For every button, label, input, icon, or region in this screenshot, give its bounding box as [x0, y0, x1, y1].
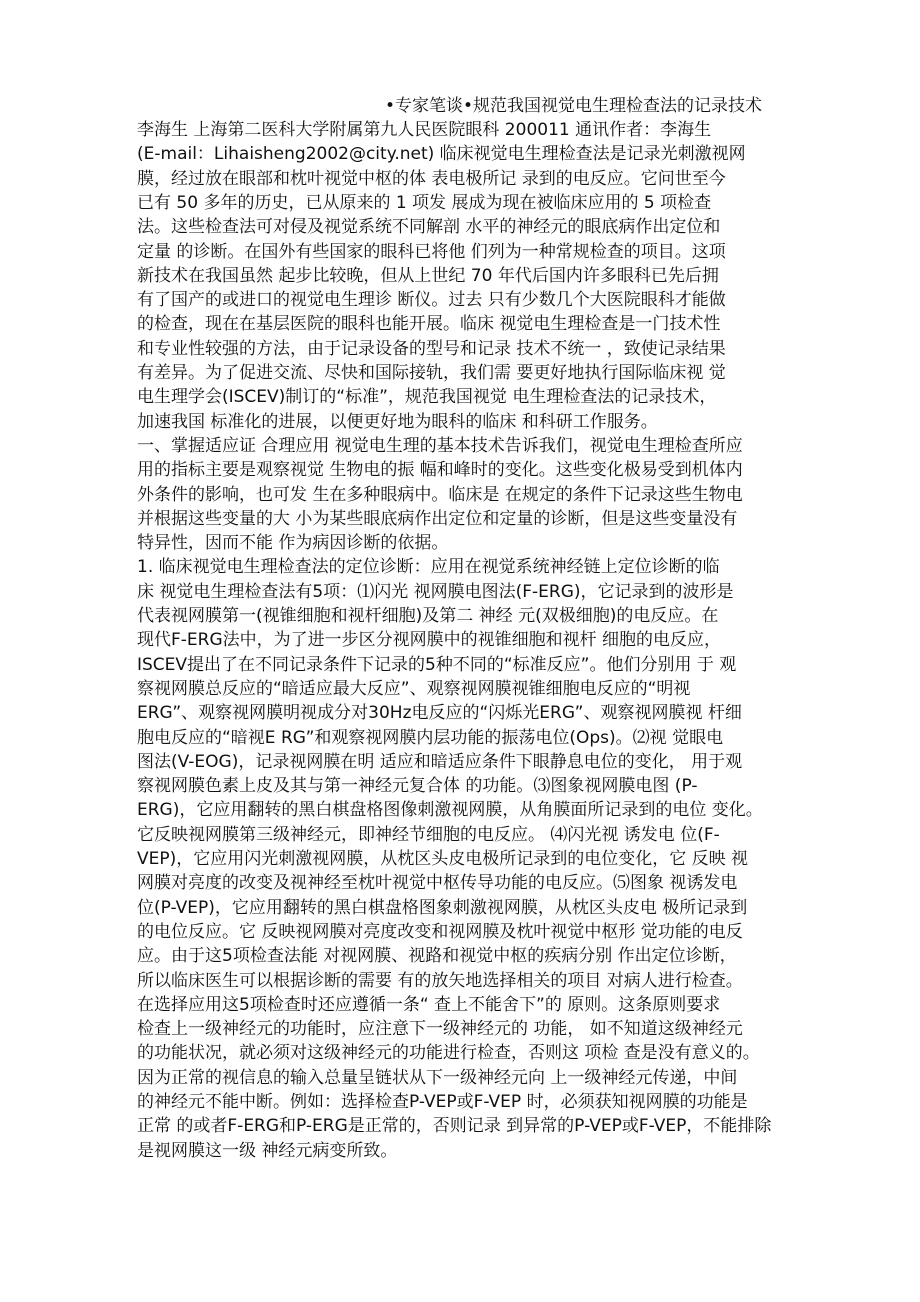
text-line: 有了国产的或进口的视觉电生理诊 断仪。过去 只有少数几个大医院眼科才能做 — [137, 290, 726, 311]
text-line: ERG”、观察视网膜明视成分对30Hz电反应的“闪烁光ERG”、观察视网膜视 杆细 — [137, 703, 742, 724]
text-line: 法。这些检查法可对侵及视觉系统不同解剖 水平的神经元的眼底病作出定位和 — [137, 217, 721, 238]
text-line: 代表视网膜第一(视锥细胞和视杆细胞)及第二 神经 元(双极细胞)的电反应。在 — [137, 606, 719, 626]
text-line: 床 视觉电生理检查法有5项：⑴闪光 视网膜电图法(F-ERG)，它记录到的波形是 — [137, 581, 734, 602]
text-line: 和专业性较强的方法，由于记录设备的型号和记录 技术不统一 ，致使记录结果 — [137, 338, 726, 359]
text-line: 的神经元不能中断。例如：选择检查P-VEP或F-VEP 时，必须获知视网膜的功能是 — [137, 1092, 748, 1112]
text-line: 1. 临床视觉电生理检查法的定位诊断：应用在视觉系统神经链上定位诊断的临 — [137, 557, 720, 578]
text-line: 的功能状况，就必须对这级神经元的功能进行检查，否则这 项检 查是没有意义的。 — [137, 1043, 760, 1064]
article-title: •专家笔谈•规范我国视觉电生理检查法的记录技术 — [385, 96, 763, 116]
text-line: 加速我国 标准化的进展，以便更好地为眼科的临床 和科研工作服务。 — [137, 411, 658, 432]
text-line: 膜，经过放在眼部和枕叶视觉中枢的体 表电极所记 录到的电反应。它问世至今 — [137, 168, 726, 189]
text-line: ERG)，它应用翻转的黑白棋盘格图像刺激视网膜，从角膜面所记录到的电位 变化。 — [137, 800, 763, 821]
text-line: 并根据这些变量的大 小为某些眼底病作出定位和定量的诊断，但是这些变量没有 — [137, 508, 738, 529]
text-line: 是视网膜这一级 神经元病变所致。 — [137, 1140, 398, 1161]
text-line: 一、掌握适应证 合理应用 视觉电生理的基本技术告诉我们，视觉电生理检查所应 — [137, 435, 743, 456]
text-line: 应。由于这5项检查法能 对视网膜、视路和视觉中枢的疾病分别 作出定位诊断， — [137, 946, 737, 967]
text-line: 所以临床医生可以根据诊断的需要 有的放矢地选择相关的项目 对病人进行检查。 — [137, 970, 743, 991]
text-line: 特异性，因而不能 作为病因诊断的依据。 — [137, 533, 449, 554]
text-line: 网膜对亮度的改变及视神经至枕叶视觉中枢传导功能的电反应。⑸图象 视诱发电 — [137, 873, 738, 894]
text-line: 已有 50 多年的历史，已从原来的 1 项发 展成为现在被临床应用的 5 项检查 — [137, 192, 712, 213]
text-line: ISCEV提出了在不同记录条件下记录的5种不同的“标准反应”。他们分别用 于 观 — [137, 654, 737, 675]
text-line: 图法(V-EOG)，记录视网膜在明 适应和暗适应条件下眼静息电位的变化， 用于观 — [137, 751, 743, 772]
text-line: 用的指标主要是观察视觉 生物电的振 幅和峰时的变化。这些变化极易受到机体内 — [137, 460, 743, 481]
text-line: 在选择应用这5项检查时还应遵循一条“ 查上不能舍下”的 原则。这条原则要求 — [137, 994, 721, 1015]
text-line: 新技术在我国虽然 起步比较晚，但从上世纪 70 年代后国内许多眼科已先后拥 — [137, 265, 719, 286]
text-line: 定量 的诊断。在国外有些国家的眼科已将他 们列为一种常规检查的项目。这项 — [137, 241, 726, 262]
text-line: 的电位反应。它 反映视网膜对亮度改变和视网膜及枕叶视觉中枢形 觉功能的电反 — [137, 921, 743, 942]
text-line: 位(P-VEP)，它应用翻转的黑白棋盘格图象刺激视网膜，从枕区头皮电 极所记录到 — [137, 897, 748, 918]
text-line: 胞电反应的“暗视E RG”和观察视网膜内层功能的振荡电位(Ops)。⑵视 觉眼电 — [137, 727, 724, 748]
text-line: 它反映视网膜第三级神经元，即神经节细胞的电反应。 ⑷闪光视 诱发电 位(F- — [137, 824, 720, 845]
text-line: (E-mail：Lihaisheng2002@city.net) 临床视觉电生理检查法是记录光刺激视网 — [137, 144, 746, 165]
text-line: 察视网膜总反应的“暗适应最大反应”、观察视网膜视锥细胞电反应的“明视 — [137, 678, 691, 699]
text-line: VEP)，它应用闪光刺激视网膜，从枕区头皮电极所记录到的电位变化，它 反映 视 — [137, 849, 749, 869]
text-line: 现代F-ERG法中，为了进一步区分视网膜中的视锥细胞和视杆 细胞的电反应， — [137, 630, 722, 651]
text-line: 李海生 上海第二医科大学附属第九人民医院眼科 200011 通讯作者：李海生 — [137, 120, 712, 140]
text-line: 外条件的影响，也可发 生在多种眼病中。临床是 在规定的条件下记录这些生物电 — [137, 484, 743, 505]
text-line: 电生理学会(ISCEV)制订的“标准”，规范我国视觉 电生理检查法的记录技术， — [137, 387, 717, 408]
text-line: 的检查，现在在基层医院的眼科也能开展。临床 视觉电生理检查是一门技术性 — [137, 314, 721, 335]
text-line: 因为正常的视信息的输入总量呈链状从下一级神经元向 上一级神经元传递，中间 — [137, 1067, 738, 1088]
text-line: 检查上一级神经元的功能时，应注意下一级神经元的 功能， 如不知道这级神经元 — [137, 1019, 743, 1040]
text-line: 正常 的或者F-ERG和P-ERG是正常的，否则记录 到异常的P-VEP或F-VEP，不能排除 — [137, 1116, 772, 1137]
text-line: 察视网膜色素上皮及其与第一神经元复合体 的功能。⑶图象视网膜电图 (P- — [137, 776, 698, 797]
text-line: 有差异。为了促进交流、尽快和国际接轨，我们需 要更好地执行国际临床视 觉 — [137, 363, 726, 383]
